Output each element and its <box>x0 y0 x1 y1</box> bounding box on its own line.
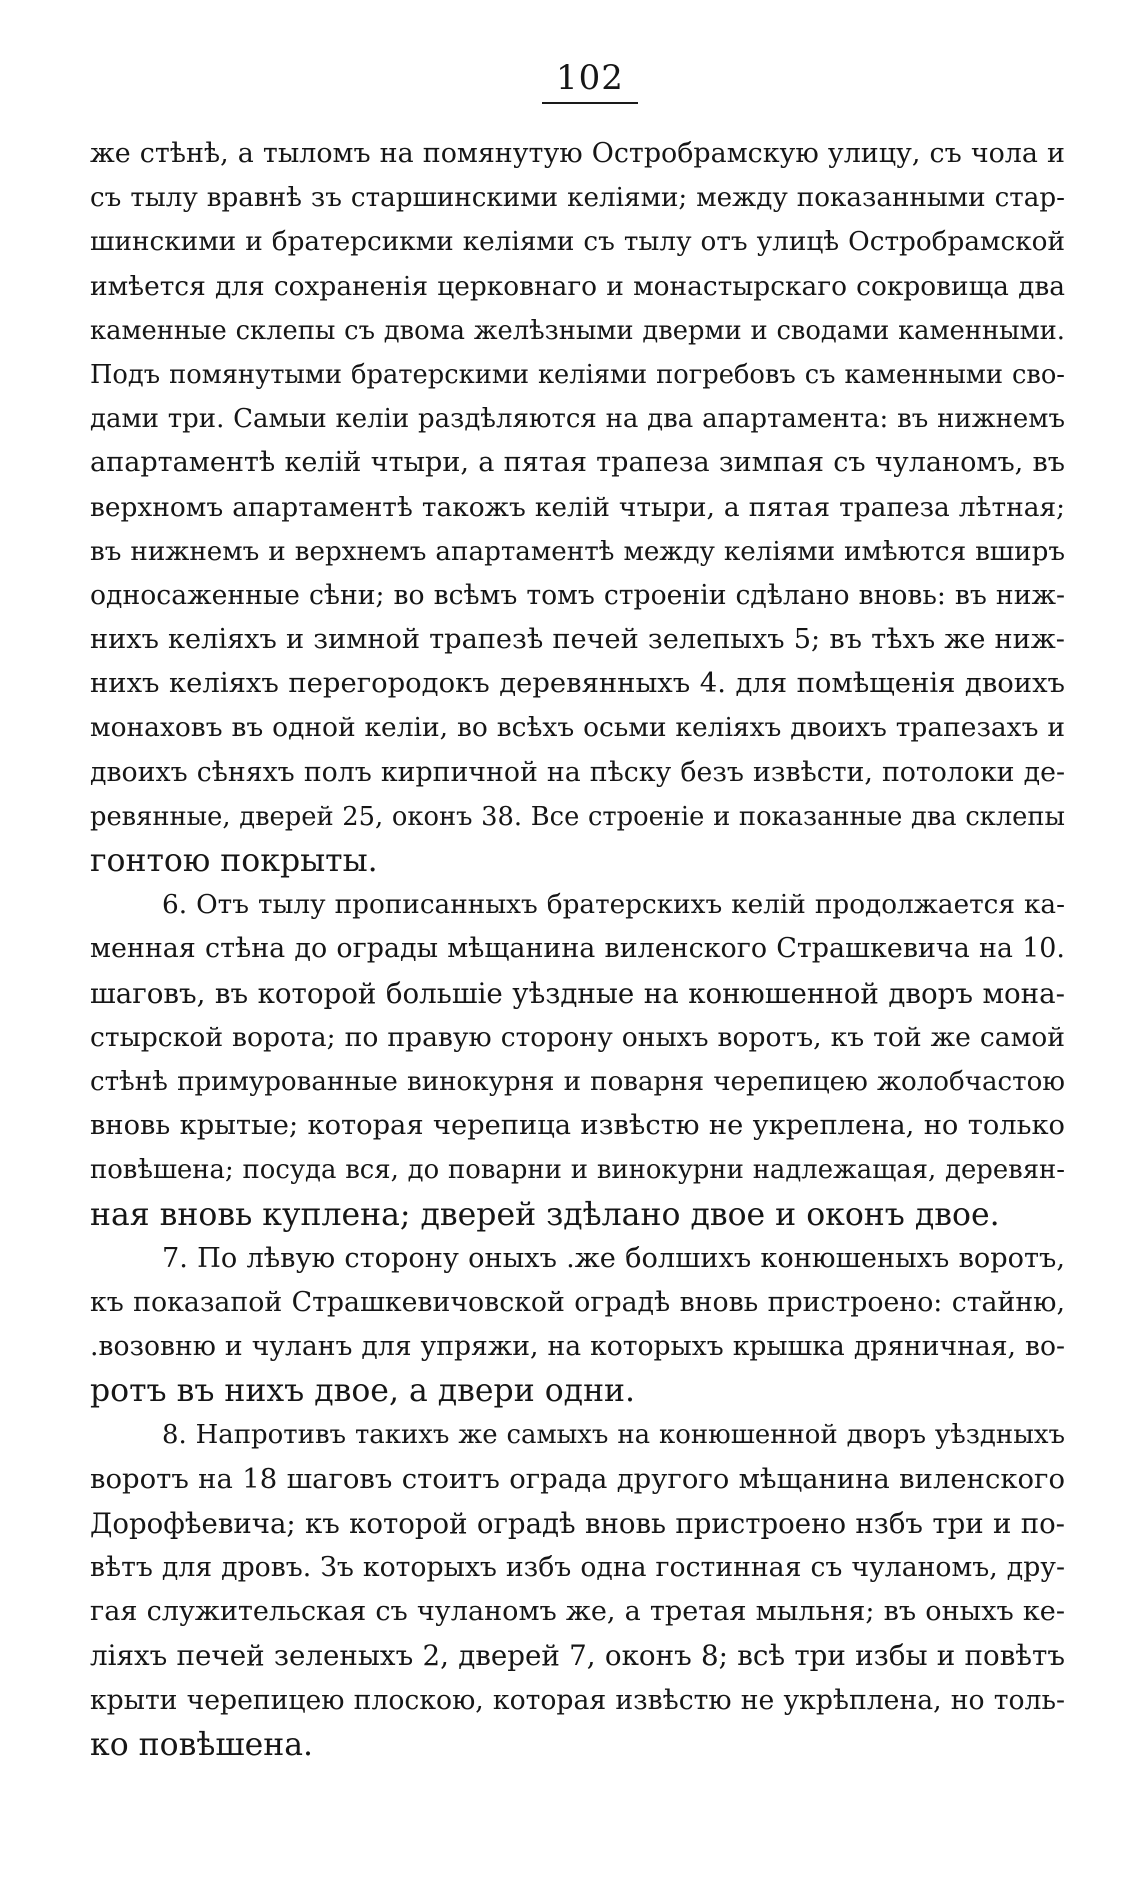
text-line: ная вновь куплена; дверей здѣлано двое и оконъ двое. <box>90 1196 1000 1233</box>
text-line: нихъ келіяхъ и зимной трапезѣ печей зелепыхъ 5; въ тѣхъ же ниж- <box>90 624 1065 656</box>
text-line: гонтою покрыты. <box>90 843 378 879</box>
text-line: ротъ въ нихъ двое, а двери одни. <box>90 1373 636 1410</box>
text-line: въ нижнемъ и верхнемъ апартаментѣ между келіями имѣются вширъ <box>90 536 1065 567</box>
text-line: шинскими и братерсикми келіями съ тылу отъ улицѣ Остробрамской <box>90 227 1065 258</box>
text-line: нихъ келіяхъ перегородокъ деревянныхъ 4. для помѣщенія двоихъ <box>90 668 1065 700</box>
text-line: повѣшена; посуда вся, до поварни и винокурни надлежащая, деревян- <box>90 1155 1065 1186</box>
text-line: воротъ на 18 шаговъ стоитъ ограда другого мѣщанина виленского <box>90 1463 1065 1495</box>
page-number: 102 <box>542 58 638 104</box>
text-line: же стѣнѣ, а тыломъ на помянутую Остробрамскую улицу, съ чола и <box>90 138 1065 169</box>
paragraph-8-start: 8. Напротивъ такихъ же самыхъ на конюшенной дворъ уѣздныхъ <box>162 1420 1065 1451</box>
text-line: вѣтъ для дровъ. Зъ которыхъ избъ одна гостинная съ чуланомъ, дру- <box>90 1552 1065 1583</box>
text-line: Подъ помянутыми братерскими келіями погребовъ съ каменными сво- <box>90 359 1065 390</box>
text-line: вновь крытые; которая черепица извѣстю не укреплена, но только <box>90 1110 1065 1142</box>
text-line: дами три. Самыи келіи раздѣляются на два апартамента: въ нижнемъ <box>90 404 1065 435</box>
text-line: крыти черепицею плоскою, которая извѣстю не укрѣплена, но толь- <box>90 1684 1065 1716</box>
text-line: стѣнѣ примурованные винокурня и поварня черепицею жолобчастою <box>90 1066 1065 1097</box>
text-line: монаховъ въ одной келіи, во всѣхъ осьми келіяхъ двоихъ трапезахъ и <box>90 712 1065 744</box>
text-line: шаговъ, въ которой большіе уѣздные на конюшенной дворъ мона- <box>90 976 1065 1010</box>
text-line: съ тылу вравнѣ зъ старшинскими келіями; между показанными стар- <box>90 183 1065 214</box>
text-line: ко повѣшена. <box>90 1726 314 1763</box>
text-line: апартаментѣ келій чтыри, а пятая трапеза зимпая съ чуланомъ, въ <box>90 447 1065 479</box>
paragraph-6-start: 6. Отъ тылу прописанныхъ братерскихъ келій продолжается ка- <box>162 890 1065 921</box>
text-line: менная стѣна до ограды мѣщанина виленского Страшкевича на 10. <box>90 933 1065 965</box>
body-text <box>90 132 1065 1767</box>
paragraph-7-start: 7. По лѣвую сторону оныхъ .же болшихъ конюшеныхъ воротъ, <box>162 1242 1065 1274</box>
text-line: двоихъ сѣняхъ полъ кирпичной на пѣску безъ извѣсти, потолоки де- <box>90 756 1065 788</box>
text-line: каменные склепы съ двома желѣзными дверми и сводами каменными. <box>90 315 1065 346</box>
text-line: односаженные сѣни; во всѣмъ томъ строеніи сдѣлано вновь: въ ниж- <box>90 579 1065 611</box>
page-header <box>0 58 1140 104</box>
text-line: ліяхъ печей зеленыхъ 2, дверей 7, оконъ 8; всѣ три избы и повѣтъ <box>90 1639 1065 1673</box>
text-line: къ показапой Страшкевичовской оградѣ вновь пристроено: стайню, <box>90 1286 1065 1318</box>
text-line: верхномъ апартаментѣ такожъ келій чтыри, а пятая трапеза лѣтная; <box>90 491 1065 523</box>
text-line: ревянные, дверей 25, оконъ 38. Все строеніе и показанные два склепы <box>90 801 1065 832</box>
text-line: имѣется для сохраненія церковнаго и монастырскаго сокровища два <box>90 270 1065 302</box>
text-line: стырской ворота; по правую сторону оныхъ воротъ, къ той же самой <box>90 1021 1065 1053</box>
text-line: Дорофѣевича; къ которой оградѣ вновь пристроено нзбъ три и по- <box>90 1506 1065 1540</box>
text-line: .возовню и чуланъ для упряжи, на которыхъ крышка дряничная, во- <box>90 1331 1065 1363</box>
text-line: гая служительская съ чуланомъ же, а третая мыльня; въ оныхъ ке- <box>90 1596 1065 1628</box>
